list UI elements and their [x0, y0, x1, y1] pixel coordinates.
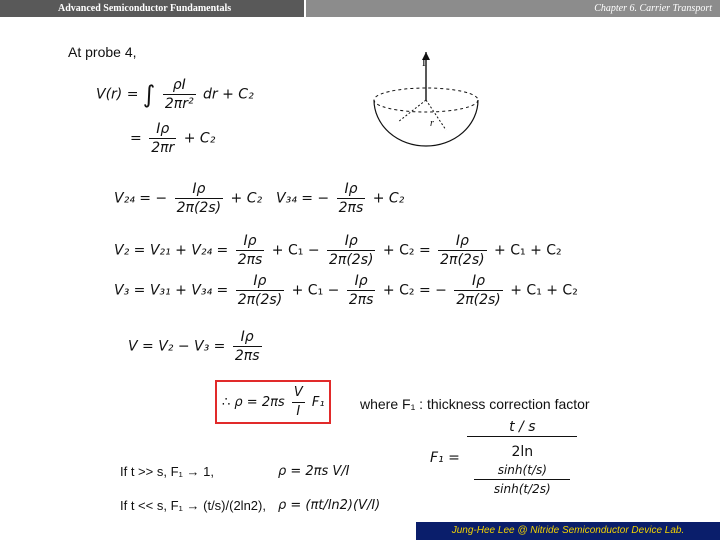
eq-f1-num: t / s: [467, 418, 577, 437]
eq-vr2-tail: + C₂: [183, 130, 216, 147]
eq-vr-lhs: V(r) =: [96, 86, 143, 103]
eq-f1-den-prefix: 2ln: [511, 444, 534, 460]
eq-v24-den: 2π(2s): [176, 200, 222, 216]
equation-v24: [114, 180, 262, 217]
eq-rho-tail: F₁: [311, 395, 325, 410]
radius-label: r: [430, 118, 434, 129]
radius-line-right: [426, 100, 446, 130]
equation-v-difference: V = V₂ − V₃ = $\frac{I\rho}{2\pi s}$: [128, 329, 260, 364]
eq-rho-lhs: ∴ ρ = 2πs: [222, 395, 285, 410]
hemisphere-diagram: [368, 52, 488, 152]
equation-v2: V₂ = V₂₁ + V₂₄ = $\frac{I\rho}{2\pi s}$ + C₁ − $\frac{I\rho}{2\pi(2s)}$ + C₂ = $\frac{I\rho}{2\pi(2s)}$ + C₁ + C₂: [114, 233, 562, 268]
eq-f1-lhs: F₁ =: [430, 450, 460, 466]
eq-vr-fraction: [163, 76, 196, 113]
current-label: I: [422, 57, 426, 69]
eq-v2-lhs: V₂ = V₂₁ + V₂₄ =: [114, 242, 229, 259]
eq-v3-lhs: V₃ = V₃₁ + V₃₄ =: [114, 282, 229, 299]
equation-v-r-result: = $\frac{I\rho}{2\pi r}$ + C₂: [130, 121, 216, 156]
rule-thin-condition: If t << s, F₁ → (t/s)/(2ln2),: [120, 498, 266, 513]
eq-f1-inner-num: sinh(t/s): [474, 461, 570, 480]
eq-v24-tail: + C₂: [230, 190, 263, 207]
intro-text: At probe 4,: [68, 44, 137, 60]
eq-v34-den: 2πs: [338, 200, 364, 216]
equation-v-r: [96, 76, 254, 113]
eq-vr2-fraction: [149, 120, 176, 157]
hemisphere-shell: [374, 100, 478, 146]
eq-v-lhs: V = V₂ − V₃ =: [128, 338, 226, 355]
eq-vr2-num: Iρ: [149, 120, 176, 139]
eq-vr2-den: 2πr: [151, 140, 175, 156]
eq-v24-num: Iρ: [175, 180, 223, 199]
equation-rho-result: [222, 384, 325, 421]
eq-f1-inner-den: sinh(t/2s): [493, 482, 551, 496]
rule-thick-result: ρ = 2πs V/I: [278, 464, 350, 479]
header-course-title: Advanced Semiconductor Fundamentals: [0, 0, 304, 17]
eq-rho-den: I: [296, 404, 301, 419]
equation-v3: V₃ = V₃₁ + V₃₄ = $\frac{I\rho}{2\pi(2s)}$ + C₁ − $\frac{I\rho}{2\pi s}$ + C₂ = − $\frac{I\rho}{2\pi(2s)}$ + C₁ + C₂: [114, 273, 578, 308]
eq-vr-num: ρI: [163, 76, 196, 95]
rule-thick-condition: If t >> s, F₁ → 1,: [120, 464, 214, 479]
eq-vr-den: 2πr²: [164, 96, 194, 112]
eq-rho-num: V: [292, 384, 305, 403]
equation-v34: [276, 180, 404, 217]
rule-thin-result: ρ = (πt/ln2)(V/I): [278, 498, 381, 513]
eq-vr-tail: dr + C₂: [203, 86, 254, 103]
eq-v34-tail: + C₂: [372, 190, 405, 207]
correction-factor-note: where F₁ : thickness correction factor: [360, 396, 590, 412]
integral-sign: ∫: [142, 80, 156, 109]
footer-lab-credit: Jung-Hee Lee @ Nitride Semiconductor Device Lab.: [416, 522, 720, 540]
equation-f1: [430, 418, 580, 498]
eq-v34-lhs: V₃₄ = −: [276, 190, 330, 207]
eq-v34-num: Iρ: [337, 180, 366, 199]
header-chapter-title: Chapter 6. Carrier Transport: [306, 0, 720, 17]
eq-v24-lhs: V₂₄ = −: [114, 190, 168, 207]
